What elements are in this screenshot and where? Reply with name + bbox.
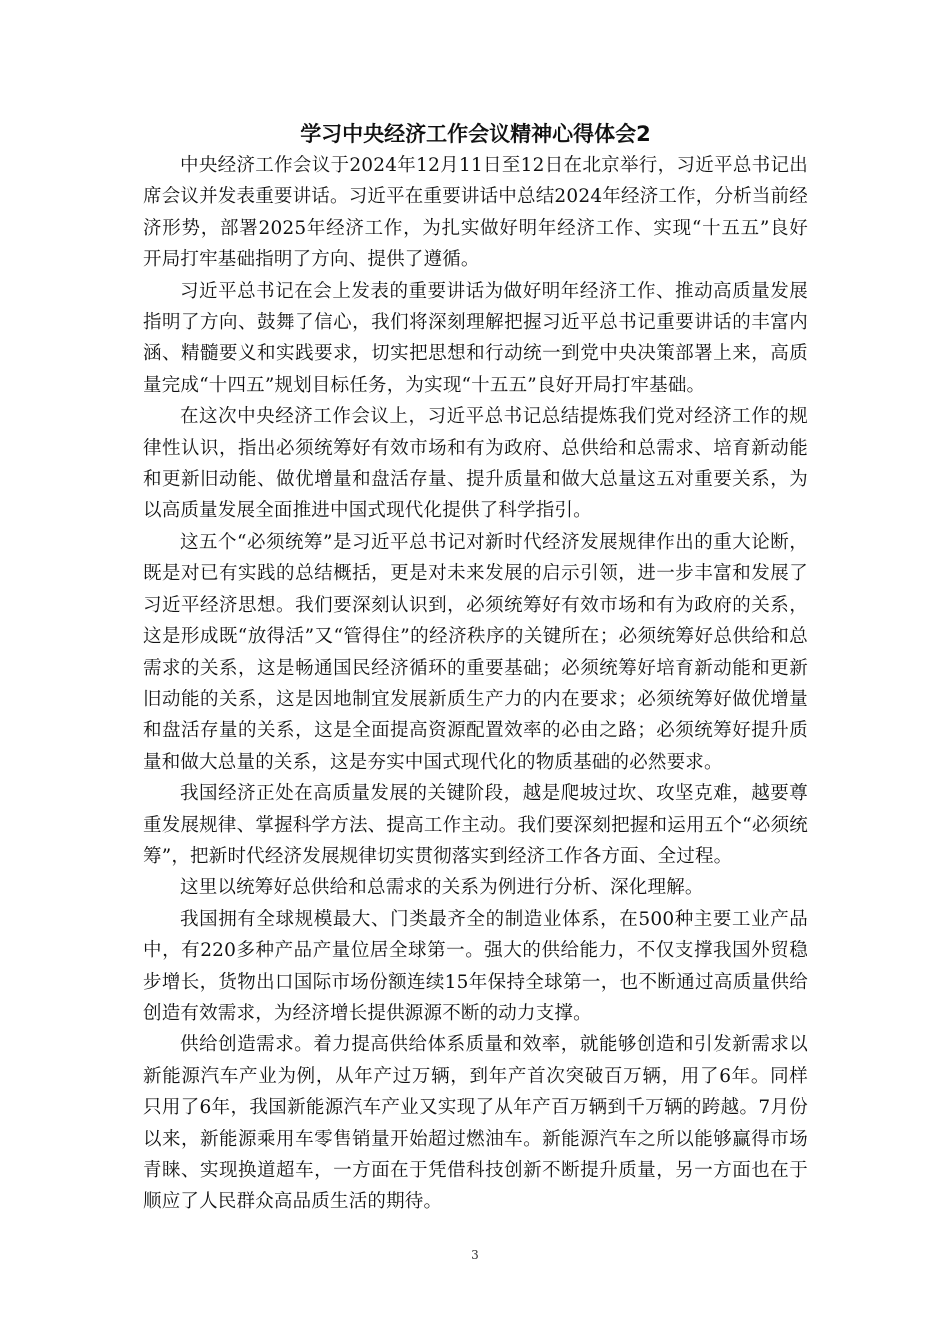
paragraph-4: 这五个“必须统筹”是习近平总书记对新时代经济发展规律作出的重大论断，既是对已有实践的总结概括，更是对未来发展的启示引领，进一步丰富和发展了习近平经济思想。我们要深刻认识到，必须统筹好有效市场和有为政府的关系，这是形成既“放得活”又“管得住”的经济秩序的关键所在；必须统筹好总供给和总需求的关系，这是畅通国民经济循环的重要基础；必须统筹好培育新动能和更新旧动能的关系，这是因地制宜发展新质生产力的内在要求；必须统筹好做优增量和盘活存量的关系，这是全面提高资源配置效率的必由之路；必须统筹好提升质量和做大总量的关系，这是夯实中国式现代化的物质基础的必然要求。 [143, 531, 808, 773]
paragraph-1: 中央经济工作会议于2024年12月11日至12日在北京举行，习近平总书记出席会议并发表重要讲话。习近平在重要讲话中总结2024年经济工作，分析当前经济形势，部署2025年经济工作，为扎实做好明年经济工作、实现“十五五”良好开局打牢基础指明了方向、提供了遵循。 [143, 155, 808, 271]
paragraph-5: 我国经济正处在高质量发展的关键阶段，越是爬坡过坎、攻坚克难，越要尊重发展规律、掌握科学方法、提高工作主动。我们要深刻把握和运用五个“必须统筹”，把新时代经济发展规律切实贯彻落实到经济工作各方面、全过程。 [143, 783, 808, 867]
page-number: 3 [471, 1248, 479, 1262]
paragraph-7: 我国拥有全球规模最大、门类最齐全的制造业体系，在500种主要工业产品中，有220多种产品产量位居全球第一。强大的供给能力，不仅支撑我国外贸稳步增长，货物出口国际市场份额连续15年保持全球第一，也不断通过高质量供给创造有效需求，为经济增长提供源源不断的动力支撑。 [143, 908, 808, 1024]
paragraph-3: 在这次中央经济工作会议上，习近平总书记总结提炼我们党对经济工作的规律性认识，指出必须统筹好有效市场和有为政府、总供给和总需求、培育新动能和更新旧动能、做优增量和盘活存量、提升质量和做大总量这五对重要关系，为以高质量发展全面推进中国式现代化提供了科学指引。 [143, 406, 808, 522]
document-page [143, 118, 808, 1218]
paragraph-2: 习近平总书记在会上发表的重要讲话为做好明年经济工作、推动高质量发展指明了方向、鼓舞了信心，我们将深刻理解把握习近平总书记重要讲话的丰富内涵、精髓要义和实践要求，切实把思想和行动统一到党中央决策部署上来，高质量完成“十四五”规划目标任务，为实现“十五五”良好开局打牢基础。 [143, 280, 808, 396]
paragraph-8: 供给创造需求。着力提高供给体系质量和效率，就能够创造和引发新需求以新能源汽车产业为例，从年产过万辆，到年产首次突破百万辆，用了6年。同样只用了6年，我国新能源汽车产业又实现了从年产百万辆到千万辆的跨越。7月份以来，新能源乘用车零售销量开始超过燃油车。新能源汽车之所以能够赢得市场青睐、实现换道超车，一方面在于凭借科技创新不断提升质量，另一方面也在于顺应了人民群众高品质生活的期待。 [143, 1034, 808, 1213]
document-title: 学习中央经济工作会议精神心得体会2 [300, 122, 651, 146]
paragraph-6: 这里以统筹好总供给和总需求的关系为例进行分析、深化理解。 [180, 877, 704, 899]
